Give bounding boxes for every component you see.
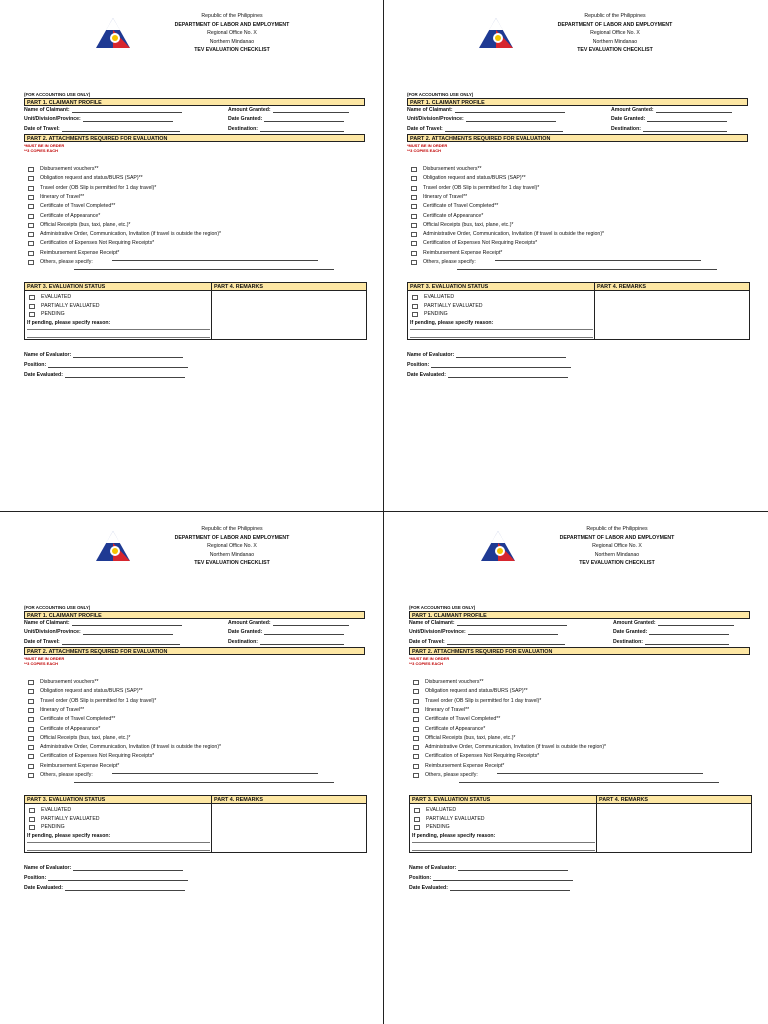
republic-text: Republic of the Philippines [586,526,648,532]
destination-field[interactable]: Destination: [228,126,344,132]
part1-header: PART 1. CLAIMANT PROFILE [407,98,748,106]
attachment-label: Disbursement vouchers** [40,679,99,685]
attachment-label: Certification of Expenses Not Requiring Receipts* [40,753,155,760]
amount-granted-field[interactable]: Amount Granted: [613,620,734,626]
status-checkbox[interactable] [412,312,418,317]
attachment-label: Certificate of Appearance* [425,725,486,732]
reason-line-1[interactable] [27,842,210,843]
attachment-checkbox[interactable] [28,717,34,722]
part1-header: PART 1. CLAIMANT PROFILE [24,98,365,106]
attachment-label: Certification of Expenses Not Requiring Receipts* [423,240,538,247]
department-text: DEPARTMENT OF LABOR AND EMPLOYMENT [559,534,675,541]
amount-granted-field[interactable]: Amount Granted: [228,107,349,113]
part4-header: PART 4. REMARKS [597,796,751,804]
tev-checklist-panel [407,6,752,396]
date-granted-field[interactable]: Date Granted: [228,116,344,122]
attachment-checkbox[interactable] [411,176,417,181]
pending-reason-label: If pending, please specify reason: [412,833,496,839]
attachment-label: Obligation request and status/BURS (SAP)** [423,175,526,182]
status-checkbox[interactable] [29,825,35,830]
status-label: PENDING [424,311,448,318]
destination-field[interactable]: Destination: [228,639,344,645]
date-of-travel-field[interactable]: Date of Travel: [24,639,180,645]
attachment-label: Administrative Order, Communication, Invitation (if travel is outside the region)* [425,744,607,751]
evaluation-status-box [24,795,367,853]
attachment-checkbox[interactable] [28,214,34,219]
attachment-checkbox[interactable] [28,680,34,685]
status-checkbox[interactable] [414,808,420,813]
attachment-checkbox[interactable] [411,223,417,228]
status-checkbox[interactable] [29,808,35,813]
must-be-in-order-note: *MUST BE IN ORDER [24,656,65,661]
evaluator-position-field[interactable]: Position: [407,362,571,368]
attachment-checkbox[interactable] [413,773,419,778]
part2-header: PART 2. ATTACHMENTS REQUIRED FOR EVALUATION [24,647,365,655]
evaluation-status-box [409,795,752,853]
reason-line-2[interactable] [412,850,595,851]
others-specify-line[interactable] [495,260,701,261]
status-checkbox[interactable] [414,817,420,822]
attachment-checkbox[interactable] [28,176,34,181]
others-specify-line[interactable] [497,773,703,774]
attachment-label: Itinerary of Travel** [40,193,85,200]
reason-line-2[interactable] [410,337,593,338]
three-copies-note: **3 COPIES EACH [407,148,442,153]
date-evaluated-field[interactable]: Date Evaluated: [24,372,185,378]
evaluation-status-box [407,282,750,340]
date-evaluated-field[interactable]: Date Evaluated: [24,885,185,891]
unit-division-field[interactable]: Unit/Division/Province: [24,629,173,635]
others-extra-line[interactable] [74,269,334,270]
status-checkbox[interactable] [29,817,35,822]
form-header [409,519,754,599]
three-copies-note: **3 COPIES EACH [24,148,59,153]
status-label: PARTIALLY EVALUATED [41,815,100,822]
attachment-checkbox[interactable] [413,727,419,732]
attachment-checkbox[interactable] [28,736,34,741]
attachment-label: Certificate of Appearance* [423,212,484,219]
others-extra-line[interactable] [74,782,334,783]
attachment-label: Official Receipts (bus, taxi, plane, etc.)* [425,734,516,741]
tev-checklist-panel [24,6,369,396]
attachment-label: Others, please specify: [40,772,93,778]
regional-office-text: Regional Office No. X [592,543,642,550]
claimant-name-field[interactable]: Name of Claimant: [407,107,565,113]
accounting-note: (FOR ACCOUNTING USE ONLY) [409,605,476,610]
attachment-label: Reimbursement Expense Receipt* [425,762,505,769]
attachment-checkbox[interactable] [28,764,34,769]
republic-text: Republic of the Philippines [201,13,263,19]
part3-header: PART 3. EVALUATION STATUS [410,796,596,804]
evaluator-name-field[interactable]: Name of Evaluator: [409,865,568,871]
form-title: TEV EVALUATION CHECKLIST [194,47,270,54]
status-checkbox[interactable] [412,304,418,309]
vertical-cut-line [383,0,384,1024]
unit-division-field[interactable]: Unit/Division/Province: [407,116,556,122]
status-label: EVALUATED [41,294,72,300]
republic-text: Republic of the Philippines [584,13,646,19]
part3-header: PART 3. EVALUATION STATUS [25,283,211,291]
others-specify-line[interactable] [112,260,318,261]
department-text: DEPARTMENT OF LABOR AND EMPLOYMENT [174,534,290,541]
attachment-checkbox[interactable] [411,214,417,219]
status-label: EVALUATED [424,294,455,300]
attachment-checkbox[interactable] [413,736,419,741]
date-granted-field[interactable]: Date Granted: [613,629,729,635]
attachment-label: Certificate of Appearance* [40,212,101,219]
attachment-label: Travel order (OB Slip is permitted for 1 day travel)* [40,184,157,191]
status-label: PENDING [41,311,65,318]
attachment-checkbox[interactable] [28,223,34,228]
attachment-label: Certificate of Travel Completed** [423,203,499,210]
amount-granted-field[interactable]: Amount Granted: [228,620,349,626]
claimant-name-field[interactable]: Name of Claimant: [24,620,182,626]
must-be-in-order-note: *MUST BE IN ORDER [407,143,448,148]
form-title: TEV EVALUATION CHECKLIST [577,47,653,54]
part2-header: PART 2. ATTACHMENTS REQUIRED FOR EVALUATION [409,647,750,655]
others-extra-line[interactable] [459,782,719,783]
status-checkbox[interactable] [29,295,35,300]
attachment-checkbox[interactable] [28,708,34,713]
status-label: PARTIALLY EVALUATED [426,815,485,822]
status-label: PENDING [41,824,65,831]
attachment-checkbox[interactable] [28,689,34,694]
region-text: Northern Mindanao [209,38,255,45]
attachment-checkbox[interactable] [413,699,419,704]
attachment-checkbox[interactable] [28,251,34,256]
form-header [24,519,369,599]
attachment-checkbox[interactable] [411,167,417,172]
attachment-label: Administrative Order, Communication, Invitation (if travel is outside the region)* [423,231,605,238]
reason-line-1[interactable] [412,842,595,843]
status-label: PARTIALLY EVALUATED [41,302,100,309]
republic-text: Republic of the Philippines [201,526,263,532]
pending-reason-label: If pending, please specify reason: [27,320,111,326]
date-of-travel-field[interactable]: Date of Travel: [407,126,563,132]
attachment-label: Others, please specify: [425,772,478,778]
attachment-label: Official Receipts (bus, taxi, plane, etc.)* [423,221,514,228]
accounting-note: (FOR ACCOUNTING USE ONLY) [24,92,91,97]
attachment-checkbox[interactable] [411,232,417,237]
attachment-label: Travel order (OB Slip is permitted for 1 day travel)* [40,697,157,704]
attachment-label: Obligation request and status/BURS (SAP)** [425,688,528,695]
attachment-checkbox[interactable] [411,251,417,256]
attachment-label: Reimbursement Expense Receipt* [423,249,503,256]
attachment-checkbox[interactable] [28,727,34,732]
destination-field[interactable]: Destination: [613,639,729,645]
unit-division-field[interactable]: Unit/Division/Province: [24,116,173,122]
attachment-label: Certificate of Appearance* [40,725,101,732]
form-title: TEV EVALUATION CHECKLIST [194,560,270,567]
attachment-label: Itinerary of Travel** [40,706,85,713]
pending-reason-label: If pending, please specify reason: [27,833,111,839]
destination-field[interactable]: Destination: [611,126,727,132]
status-checkbox[interactable] [414,825,420,830]
attachment-checkbox[interactable] [413,708,419,713]
status-label: EVALUATED [41,807,72,813]
attachment-label: Obligation request and status/BURS (SAP)** [40,688,143,695]
attachment-checkbox[interactable] [413,680,419,685]
attachment-checkbox[interactable] [411,195,417,200]
others-extra-line[interactable] [457,269,717,270]
tev-checklist-panel [409,519,754,909]
region-text: Northern Mindanao [592,38,638,45]
attachment-label: Others, please specify: [40,259,93,265]
date-granted-field[interactable]: Date Granted: [611,116,727,122]
attachment-label: Itinerary of Travel** [425,706,470,713]
three-copies-note: **3 COPIES EACH [24,661,59,666]
attachment-label: Disbursement vouchers** [425,679,484,685]
attachment-label: Others, please specify: [423,259,476,265]
evaluator-position-field[interactable]: Position: [24,362,188,368]
date-of-travel-field[interactable]: Date of Travel: [409,639,565,645]
attachment-checkbox[interactable] [413,764,419,769]
date-evaluated-field[interactable]: Date Evaluated: [409,885,570,891]
attachment-label: Certificate of Travel Completed** [425,716,501,723]
attachment-label: Certificate of Travel Completed** [40,716,116,723]
status-checkbox[interactable] [412,295,418,300]
form-title: TEV EVALUATION CHECKLIST [579,560,655,567]
attachment-checkbox[interactable] [28,241,34,246]
regional-office-text: Regional Office No. X [207,30,257,37]
attachment-checkbox[interactable] [28,773,34,778]
attachment-checkbox[interactable] [28,167,34,172]
reason-line-2[interactable] [27,337,210,338]
evaluator-position-field[interactable]: Position: [409,875,573,881]
attachment-label: Administrative Order, Communication, Invitation (if travel is outside the region)* [40,744,222,751]
part4-header: PART 4. REMARKS [595,283,749,291]
evaluator-name-field[interactable]: Name of Evaluator: [24,865,183,871]
attachment-checkbox[interactable] [28,232,34,237]
attachment-checkbox[interactable] [413,754,419,759]
must-be-in-order-note: *MUST BE IN ORDER [24,143,65,148]
attachment-checkbox[interactable] [413,745,419,750]
attachment-checkbox[interactable] [411,241,417,246]
date-evaluated-field[interactable]: Date Evaluated: [407,372,568,378]
accounting-note: (FOR ACCOUNTING USE ONLY) [407,92,474,97]
attachment-checkbox[interactable] [28,745,34,750]
form-header [407,6,752,86]
attachment-label: Reimbursement Expense Receipt* [40,762,120,769]
status-label: PARTIALLY EVALUATED [424,302,483,309]
tev-checklist-panel [24,519,369,909]
horizontal-cut-line [0,511,768,512]
accounting-note: (FOR ACCOUNTING USE ONLY) [24,605,91,610]
attachment-label: Reimbursement Expense Receipt* [40,249,120,256]
status-label: EVALUATED [426,807,457,813]
attachment-label: Obligation request and status/BURS (SAP)** [40,175,143,182]
form-header [24,6,369,86]
pending-reason-label: If pending, please specify reason: [410,320,494,326]
attachment-checkbox[interactable] [411,260,417,265]
attachment-checkbox[interactable] [28,186,34,191]
attachment-checkbox[interactable] [28,699,34,704]
part3-header: PART 3. EVALUATION STATUS [25,796,211,804]
reason-line-1[interactable] [410,329,593,330]
regional-office-text: Regional Office No. X [207,543,257,550]
three-copies-note: **3 COPIES EACH [409,661,444,666]
date-of-travel-field[interactable]: Date of Travel: [24,126,180,132]
amount-granted-field[interactable]: Amount Granted: [611,107,732,113]
part4-header: PART 4. REMARKS [212,283,366,291]
department-text: DEPARTMENT OF LABOR AND EMPLOYMENT [174,21,290,28]
part3-header: PART 3. EVALUATION STATUS [408,283,594,291]
attachment-checkbox[interactable] [413,717,419,722]
attachment-checkbox[interactable] [411,204,417,209]
reason-line-1[interactable] [27,329,210,330]
unit-division-field[interactable]: Unit/Division/Province: [409,629,558,635]
part4-header: PART 4. REMARKS [212,796,366,804]
part1-header: PART 1. CLAIMANT PROFILE [409,611,750,619]
part1-header: PART 1. CLAIMANT PROFILE [24,611,365,619]
others-specify-line[interactable] [112,773,318,774]
attachment-label: Travel order (OB Slip is permitted for 1 day travel)* [425,697,542,704]
attachment-label: Disbursement vouchers** [423,166,482,172]
attachment-label: Disbursement vouchers** [40,166,99,172]
attachment-label: Travel order (OB Slip is permitted for 1 day travel)* [423,184,540,191]
regional-office-text: Regional Office No. X [590,30,640,37]
evaluator-name-field[interactable]: Name of Evaluator: [407,352,566,358]
evaluation-status-box [24,282,367,340]
date-granted-field[interactable]: Date Granted: [228,629,344,635]
status-checkbox[interactable] [29,304,35,309]
attachment-checkbox[interactable] [411,186,417,191]
claimant-name-field[interactable]: Name of Claimant: [24,107,182,113]
status-label: PENDING [426,824,450,831]
evaluator-position-field[interactable]: Position: [24,875,188,881]
evaluator-name-field[interactable]: Name of Evaluator: [24,352,183,358]
attachment-checkbox[interactable] [28,195,34,200]
attachment-label: Official Receipts (bus, taxi, plane, etc.)* [40,221,131,228]
reason-line-2[interactable] [27,850,210,851]
region-text: Northern Mindanao [209,551,255,558]
attachment-label: Certification of Expenses Not Requiring Receipts* [425,753,540,760]
attachment-label: Administrative Order, Communication, Invitation (if travel is outside the region)* [40,231,222,238]
part2-header: PART 2. ATTACHMENTS REQUIRED FOR EVALUATION [407,134,748,142]
department-text: DEPARTMENT OF LABOR AND EMPLOYMENT [557,21,673,28]
part2-header: PART 2. ATTACHMENTS REQUIRED FOR EVALUATION [24,134,365,142]
claimant-name-field[interactable]: Name of Claimant: [409,620,567,626]
attachment-label: Certificate of Travel Completed** [40,203,116,210]
attachment-checkbox[interactable] [28,260,34,265]
attachment-checkbox[interactable] [28,754,34,759]
attachment-label: Certification of Expenses Not Requiring Receipts* [40,240,155,247]
region-text: Northern Mindanao [594,551,640,558]
status-checkbox[interactable] [29,312,35,317]
attachment-checkbox[interactable] [28,204,34,209]
attachment-label: Itinerary of Travel** [423,193,468,200]
attachment-label: Official Receipts (bus, taxi, plane, etc.)* [40,734,131,741]
attachment-checkbox[interactable] [413,689,419,694]
must-be-in-order-note: *MUST BE IN ORDER [409,656,450,661]
